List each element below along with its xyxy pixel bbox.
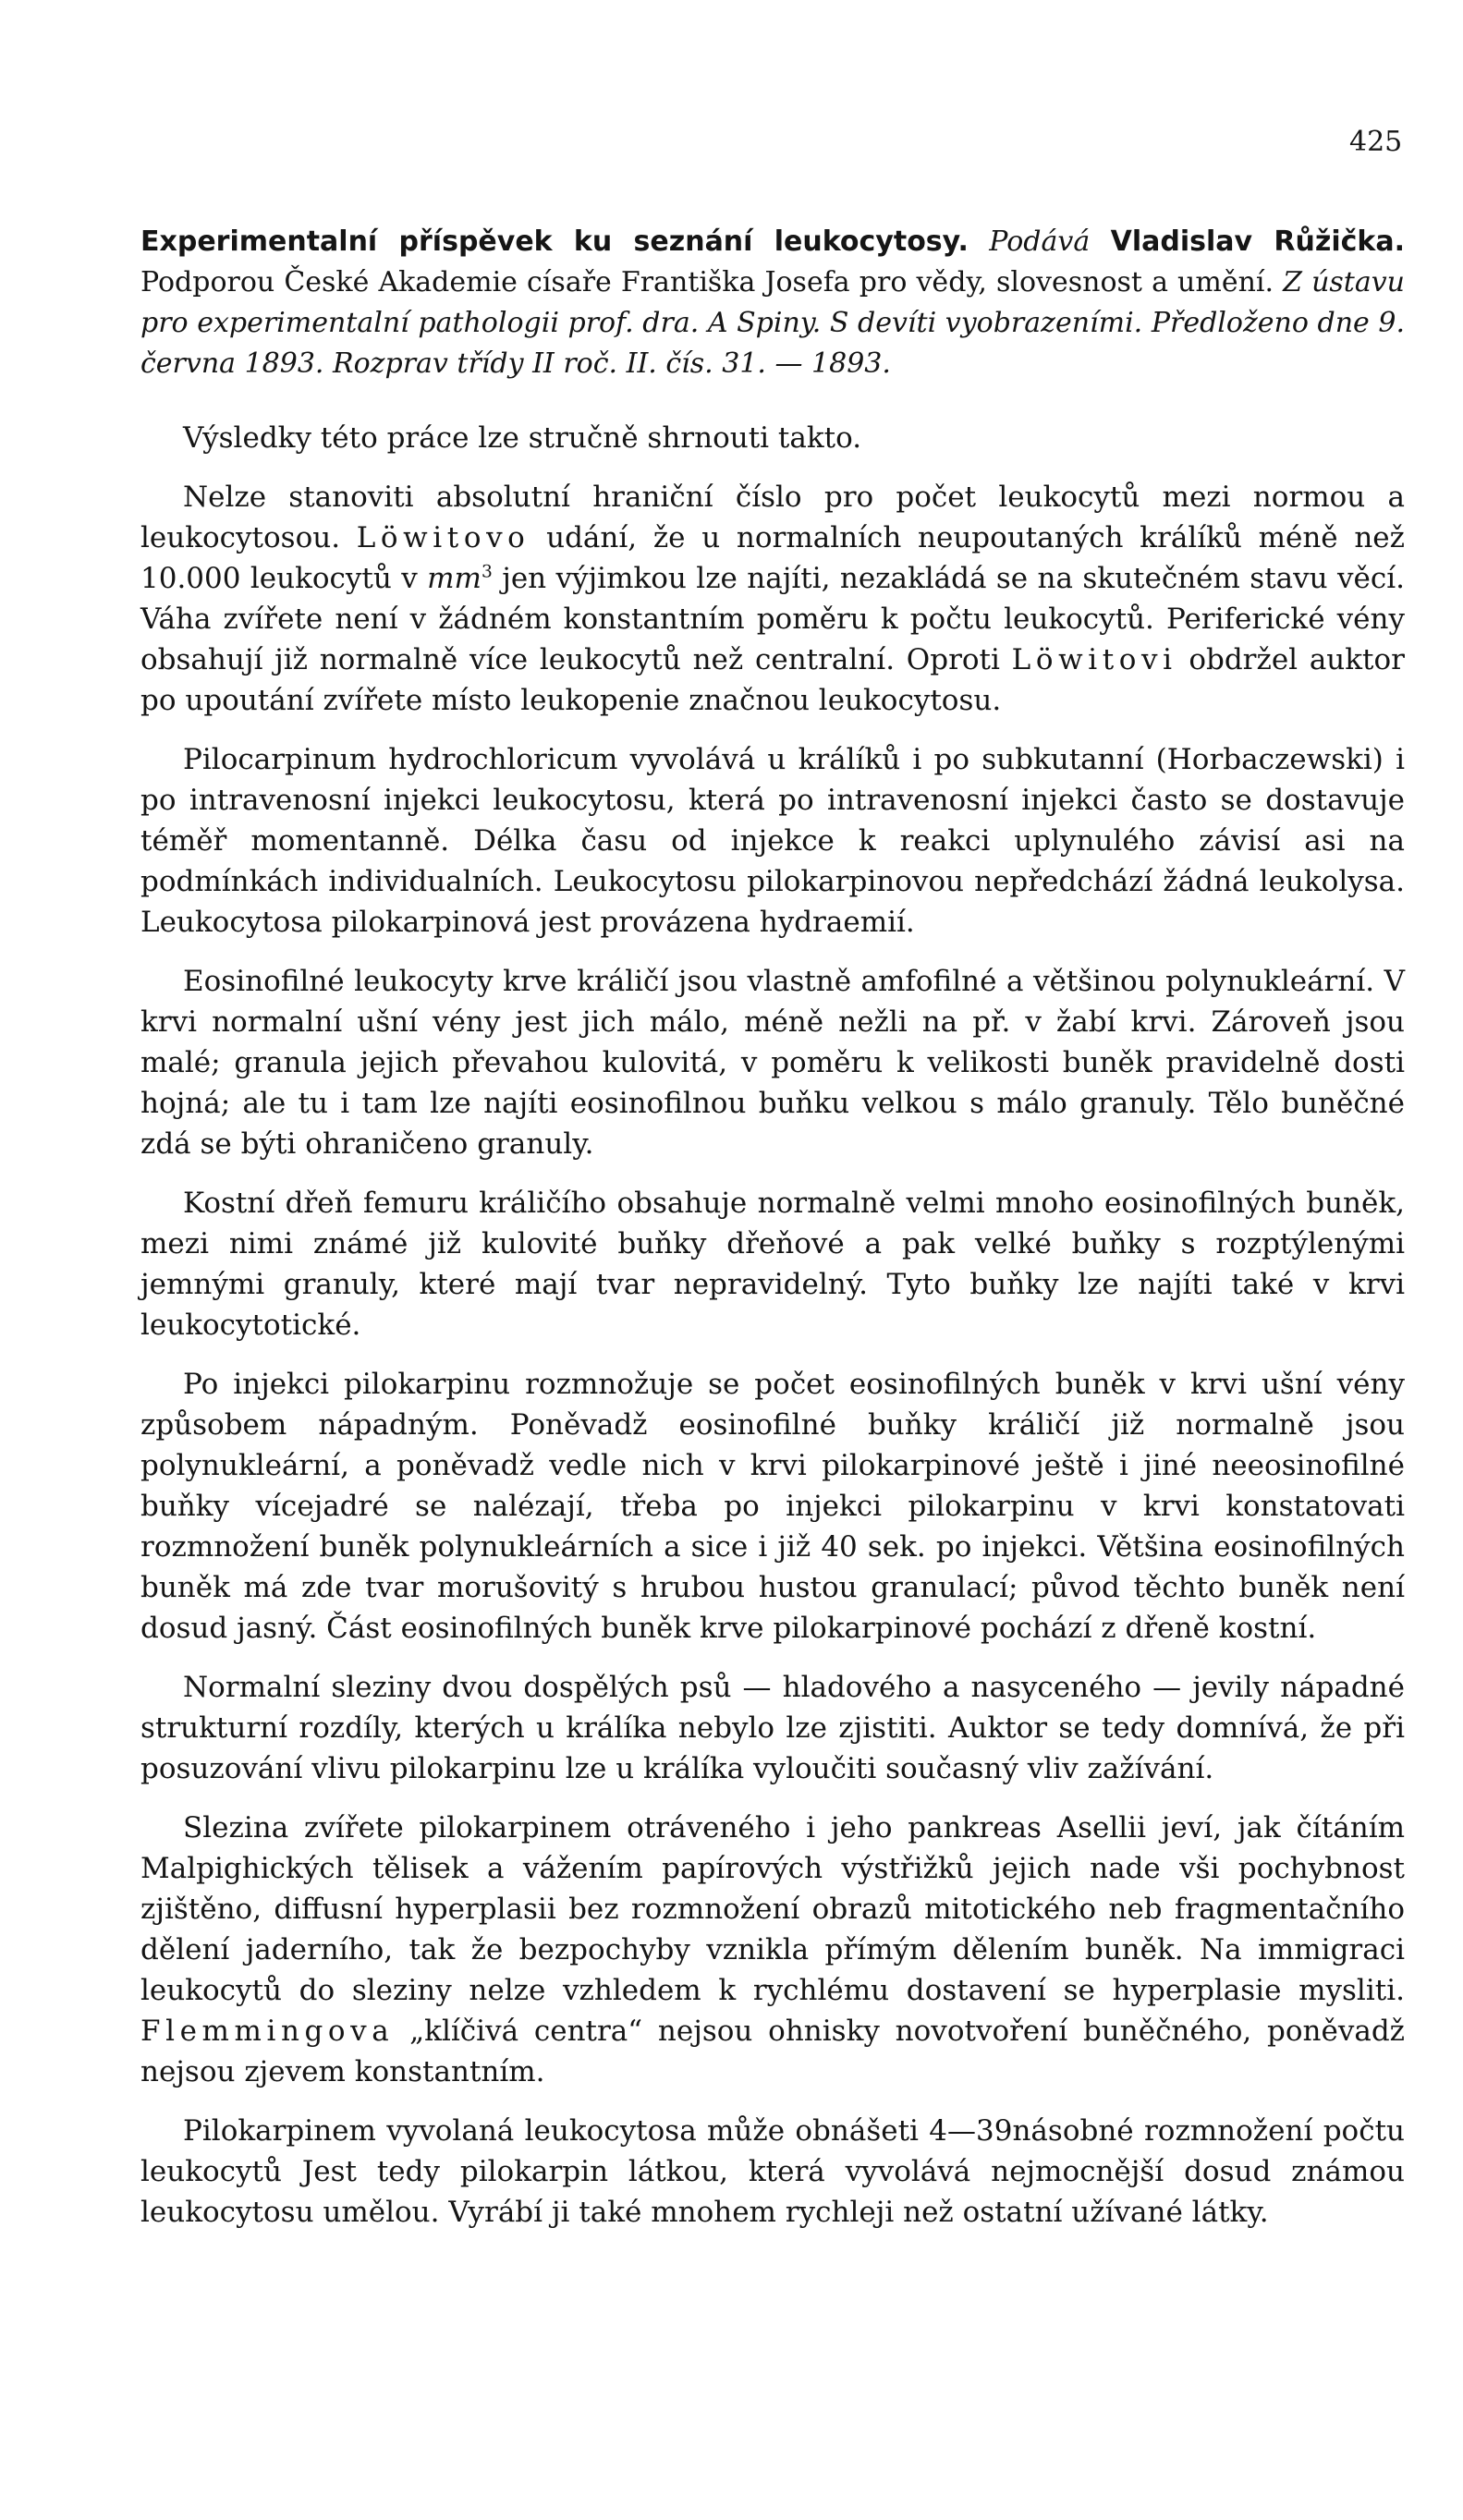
paragraph-injection-effects: Po injekci pilokarpinu rozmnožuje se počet eosinofilných buněk v krvi ušní vény způsobem nápadným. Poněvadž eosinofilné buňky králičí již normalně jsou polynukleární, a poněvadž vedle nich v krvi pilokarpinové ještě i jiné neeosinofilné buňky vícejadré se nalézají, třeba po injekci pilokarpinu v krvi konstatovati rozmnožení buněk polynukleárních a sice i již 40 sek. po injekci. Většina eosinofilných buněk má zde tvar morušovitý s hrubou hustou granulací; původ těchto buněk není dosud jasný. Část eosinofilných buněk krve pilokarpinové pochází z dřeně kostní. [140, 1368, 1405, 1645]
paragraph-spleen-dogs: Normalní sleziny dvou dospělých psů — hladového a nasyceného — jevily nápadné strukturní rozdíly, kterých u králíka nebylo lze zjistiti. Auktor se tedy domnívá, že při posuzování vlivu pilokarpinu lze u králíka vyloučiti současný vliv zažívání. [140, 1671, 1405, 1785]
paragraph-pilocarpine: Pilocarpinum hydrochloricum vyvolává u králíků i po subkutanní (Horbaczewski) i po intravenosní injekci leukocytosu, která po intravenosní injekci často se dostavuje téměř momentanně. Délka času od injekce k reakci uplynulého závisí asi na podmínkách individualních. Leukocytosu pilokarpinovou nepředchází žádná leukolysa. Leukocytosa pilokarpinová jest provázena hydraemií. [140, 743, 1405, 939]
text-segment: Nelze stanoviti absolutní hraniční číslo pro počet leukocytů mezi normou a leukocytosou. [140, 481, 1405, 554]
illustrations-note: S devíti vyobrazeními. [829, 307, 1143, 339]
author-reference-flemming: Flemmingova [140, 2015, 395, 2048]
paragraph-bone-marrow: Kostní dřeň femuru králičího obsahuje normalně velmi mnoho eosinofilných buněk, mezi nimi známé již kulovité buňky dřeňové a pak velké buňky s rozptýlenými jemnými granuly, které mají tvar nepravidelný. Tyto buňky lze najíti také v krvi leukocytotické. [140, 1187, 1405, 1342]
author-reference-lowit: Löwitovo [356, 521, 530, 554]
podava-label: Podává [989, 225, 1091, 258]
unit-exponent: 3 [481, 562, 493, 582]
paragraph-eosinophils-blood: Eosinofilné leukocyty krve králičí jsou vlastně amfofilné a většinou polynukleární. V krvi normalní ušní vény jest jich málo, méně nežli na př. v žabí krvi. Zároveň jsou malé; granula jejich převahou kulovitá, v poměru k velikosti buněk pravidelně dosti hojná; ale tu i tam lze najíti eosinofilnou buňku velkou s málo granuly. Tělo buněčné zdá se býti ohraničeno granuly. [140, 965, 1405, 1161]
paragraph-spleen-hyperplasia [140, 1808, 1405, 2092]
text-segment: Slezina zvířete pilokarpinem otráveného i jeho pankreas Asellii jeví, jak čítáním Malpighických tělisek a vážením papírových výstřižků jejich nade vši pochybnost zjištěno, diffusní hyperplasii bez rozmnožení obrazů mitotického neb fragmentačního dělení jaderního, tak že bezpochyby vznikla přímým dělením buněk. Na immigraci leukocytů do sleziny nelze vzhledem k rychlému dostavení se hyperplasie mysliti. [140, 1811, 1405, 2007]
author-name: Vladislav Růžička. [1110, 225, 1405, 258]
text-segment: jen výjimkou lze najíti, nezakládá se na skutečném stavu věcí. Váha zvířete není v žádném konstantním poměru k počtu leukocytů. Periferické vény obsahují již normalně více leukocytů než centralní. Oproti [140, 562, 1406, 676]
article-header [140, 222, 1405, 384]
article [140, 222, 1405, 2251]
support-note: Podporou České Akademie císaře Františka Josefa pro vědy, slovesnost a umění. [140, 266, 1274, 298]
article-title: Experimentalní příspěvek ku seznání leukocytosy. [140, 225, 969, 258]
text-segment: obdržel auktor po upoutání zvířete místo leukopenie značnou leukocytosu. [140, 643, 1405, 717]
unit-mm: mm [427, 562, 482, 595]
paragraph-conclusion: Pilokarpinem vyvolaná leukocytosa může obnášeti 4—39násobné rozmnožení počtu leukocytů Jest tedy pilokarpin látkou, která vyvolává nejmocnější dosud známou leukocytosu umělou. Vyrábí ji také mnohem rychleji než ostatní užívané látky. [140, 2114, 1405, 2229]
author-reference-lowitovi: Löwitovi [1011, 643, 1177, 676]
institute-note: Z ústavu pro experimentalní pathologii prof. dra. A Spiny. [140, 266, 1406, 339]
page-number: 425 [1349, 126, 1403, 158]
text-segment: „klíčivá centra“ nejsou ohnisky novotvoření buněčného, poněvadž nejsou zjevem konstantním. [140, 2015, 1405, 2088]
summary-intro: Výsledky této práce lze stručně shrnouti takto. [183, 421, 862, 455]
presented-date: Předloženo dne 9. června 1893. [140, 307, 1405, 380]
paragraph-leukocyte-count [140, 477, 1405, 721]
publication-reference: Rozprav třídy II roč. II. čís. 31. — 1893. [333, 347, 891, 380]
text-segment: udání, že u normalních neupoutaných králíků méně než 10.000 leukocytů v [140, 521, 1405, 595]
